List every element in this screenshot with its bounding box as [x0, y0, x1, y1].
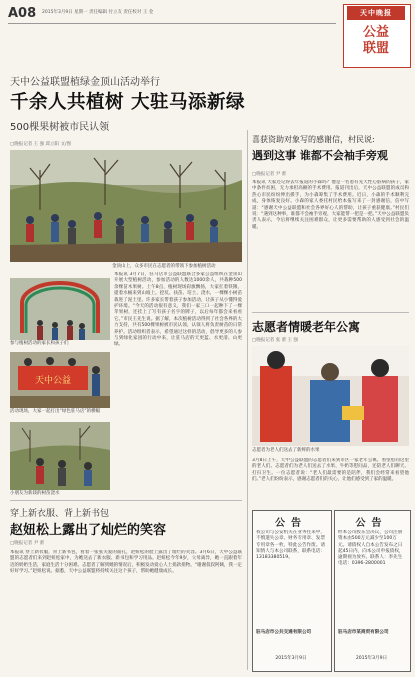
- lead-kicker: 天中公益联盟植绿金顶山活动举行: [10, 77, 160, 88]
- brand-section-name: 公益 联盟: [362, 25, 389, 56]
- lead-photo-3: [10, 352, 110, 408]
- page-meta: 2015年3月9日 星期一 责任编辑 付立友 责任校对 王 金: [42, 10, 154, 15]
- lead-body: 本报讯 3月7日，驻马店市公益联盟联合多家公益组织在金顶山开展大型植树活动，参加活动的人数达1000余人，共栽种500余棵苗木果树。上午8点，植树现场彩旗飘扬，大家扛着铁锹、提着水桶来到山坡上。挖坑、扶苗、培土、浇水，一棵棵小树苗栽进了泥土里。许多家长带着孩子参加活动，让孩子从小懂得爱护环境。“今天的活动很有意义，我们一家三口一起种下了一棵苹果树，还挂上了写有孩子名字的牌子，以后每年都会来看看它。”市民王先生说。据了解，本次植树活动得到了社会各界的大力支持，共有500棵果树被市民认领，认领人将负责树苗的日常养护。活动组织者表示，希望通过这样的活动，倡导更多的人参与到绿化家园的行动中来，让驻马店的天更蓝、水更清、山更绿。: [114, 272, 242, 348]
- story2-body: 本报讯 穿上新衣服，背上新书包，看着一张张关爱的面孔，赵妞松的脸上露出了灿烂的笑容。3月6日，天中公益联盟的志愿者们来到赵妞松家中，为她送去了新衣服、新书包和学习用品。赵妞松今年9岁，父母离异，她一直跟着年迈的奶奶生活，家庭生活十分困难。志愿者了解到她的情况后，积极发动爱心人士捐款捐物。“谢谢叔叔阿姨，我一定好好学习。”赵妞松说。据悉，天中公益联盟将持续关注这个孩子，帮助她健康成长。: [10, 550, 242, 575]
- story4-headline: 志愿者情暖老年公寓: [252, 320, 361, 334]
- notice-1-signature: 驻马店市公共交通有限公司: [256, 630, 312, 635]
- story4-photo: [252, 346, 409, 446]
- header-rule: [8, 23, 336, 24]
- lead-caption-main: 金顶山上，众多市民在志愿者的带领下参加植树活动: [112, 264, 216, 269]
- lead-byline: □晚报记者 王 强 邱立阳 文/图: [10, 142, 71, 147]
- story4-byline: □晚报记者 张 蕾 王 强: [252, 338, 298, 343]
- svg-text:天中公益: 天中公益: [34, 376, 72, 386]
- notice-2-date: 2015年3月9日: [355, 656, 388, 661]
- story4-body: 3月8日上午，天中公益联盟的志愿者们来到市区一家老年公寓，看望慰问这里的老人们。志愿者们为老人们送去了水果、牛奶等慰问品，还陪老人们聊天、打扫卫生。一位志愿者说：“老人们最需要的是陪伴，我们会经常来看望他们。”老人们纷纷表示，感谢志愿者们的关心，让他们感受到了家的温暖。: [252, 458, 409, 483]
- notice-2-body: 经本公司股东会决议，公司注册资本由500万元减少至100万元。请债权人自本公告发布之日起45日内，向本公司申报债权，逾期视为放弃。联系人：李先生 电话：0396-2800001: [338, 530, 404, 567]
- story2-headline: 赵妞松上露出了灿烂的笑容: [10, 523, 167, 538]
- lead-caption-4: 小朋友为新栽的树苗浇水: [10, 491, 60, 496]
- lead-photo-4: [10, 422, 110, 490]
- story2-byline: □晚报记者 尹 蕾: [10, 541, 45, 546]
- story4-caption: 志愿者为老人们送去了新鲜的水果: [252, 448, 320, 453]
- lead-headline: 千余人共植树 大驻马添新绿: [10, 92, 245, 113]
- page-number: A08: [8, 6, 37, 21]
- column-divider: [247, 130, 248, 670]
- lead-caption-3: 活动现场，大家一起打出“绿色驻马店”的横幅: [10, 409, 101, 414]
- lead-subhead: 500棵果树被市民认领: [10, 122, 110, 133]
- divider-story3-bottom: [252, 312, 409, 313]
- story3-headline: 遇到这事 谁都不会袖手旁观: [252, 149, 388, 162]
- story3-body: 本报讯 大家还记得去年报道的小森吗？他是一名患有先天性心脏病的孩子，家中条件贫困，无力承担高额的手术费用。报道刊出后，天中公益联盟的成员和热心市民纷纷伸出援手，为小森筹集了手术费用。近日，小森的手术顺利完成，身体恢复良好。小森的家人委托村民给本报写来了一封感谢信，信中写道：“感谢天中公益联盟和社会各界好心人的帮助，让孩子重获健康。”村民们说：“遇到这种事，谁都不会袖手旁观，大家能帮一把是一把。”天中公益联盟负责人表示，今后将继续关注困难群众，让更多需要帮助的人感受到社会的温暖。: [252, 180, 409, 230]
- notice-1-title: 公告: [275, 518, 307, 529]
- story3-byline: □晚报记者 尹 蕾: [252, 172, 287, 177]
- divider-lead-bottom: [10, 500, 242, 501]
- notice-1-date: 2015年3月9日: [275, 656, 307, 661]
- lead-main-photo: [10, 150, 242, 262]
- lead-caption-2: 参与植树活动的家长和孩子们: [10, 341, 69, 346]
- story3-kicker: 喜获资助对象写的感谢信，村民说:: [252, 135, 375, 144]
- brand-newspaper-name: 天中晚报: [347, 6, 405, 20]
- notice-2-signature: 驻马店市某商贸有限公司: [338, 630, 389, 635]
- notice-2-title: 公告: [355, 518, 388, 529]
- story2-kicker: 穿上新衣服、背上新书包: [10, 509, 110, 519]
- notice-1-body: 我公司与公安机关在业务往来中，不慎遗失公章、财务专用章、发票专用章各一枚，特此公告作废。请知情人与本公司联系，联系电话：13183380519。: [256, 530, 325, 561]
- lead-photo-2: [10, 278, 110, 340]
